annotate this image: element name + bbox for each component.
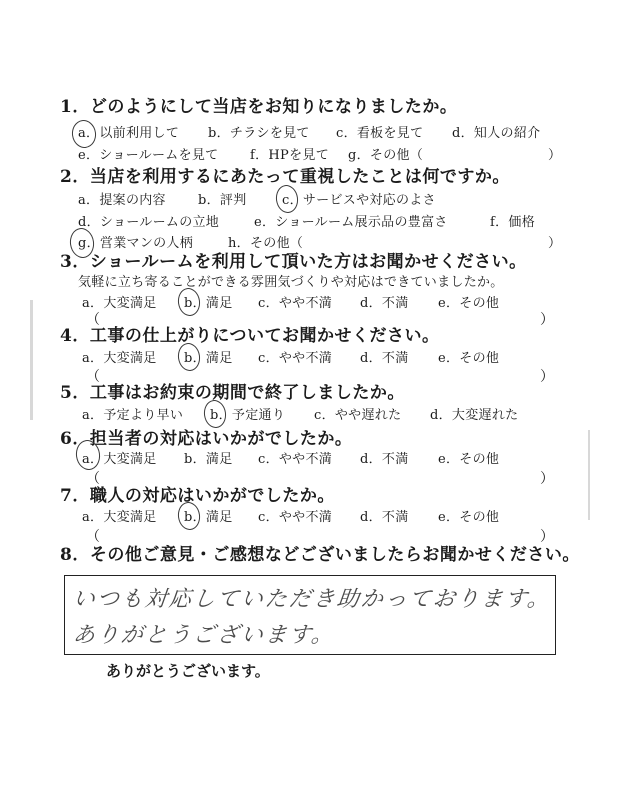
q6-option-e: e．その他 [438, 452, 500, 467]
q5-option-b: b．予定通り [210, 408, 286, 423]
q6-option-d: d．不満 [360, 452, 409, 467]
q3-option-d: d．不満 [360, 296, 409, 311]
q3-subtext: 気軽に立ち寄ることができる雰囲気づくりや対応はできていましたか。 [78, 275, 504, 290]
q2-option-h: h．その他（ [228, 236, 304, 251]
question-3: 3．ショールームを利用して頂いた方はお聞かせください。 [60, 252, 527, 272]
question-1: 1．どのようにして当店をお知りになりましたか。 [60, 97, 458, 117]
q1-option-c: c．看板を見て [336, 126, 424, 141]
q7-option-e: e．その他 [438, 510, 500, 525]
q6-option-a: a．大変満足 [82, 452, 157, 467]
q4-option-a: a．大変満足 [82, 351, 157, 366]
q2-option-e: e．ショールーム展示品の豊富さ [254, 215, 448, 230]
q6-option-b: b．満足 [184, 452, 233, 467]
q3-option-e: e．その他 [438, 296, 500, 311]
q6-paren-close: ） [540, 471, 554, 487]
q7-paren-open: （ [86, 529, 100, 545]
handwritten-comment-line-2: ありがとうございます。 [71, 623, 337, 648]
q4-option-c: c．やや不満 [258, 351, 333, 366]
question-4: 4．工事の仕上がりについてお聞かせください。 [60, 326, 440, 346]
q3-option-c: c．やや不満 [258, 296, 333, 311]
q2-options-row-3 [78, 235, 578, 253]
scan-speck [30, 300, 33, 420]
q2-option-c: c．サービスや対応のよさ [282, 193, 436, 208]
question-6: 6．担当者の対応はいかがでしたか。 [60, 429, 353, 449]
q2-option-g: g．営業マンの人柄 [78, 236, 194, 251]
q2-options-row-2 [78, 214, 578, 232]
question-7: 7．職人の対応はいかがでしたか。 [60, 486, 335, 506]
q3-paren-close: ） [540, 312, 554, 328]
handwritten-comment-line-1: いつも対応していただき助かっております。 [71, 587, 553, 612]
q2-option-f: f．価格 [490, 215, 536, 230]
q7-option-a: a．大変満足 [82, 510, 157, 525]
q4-option-d: d．不満 [360, 351, 409, 366]
q2-option-d: d．ショールームの立地 [78, 215, 220, 230]
q1-option-b: b．チラシを見て [208, 126, 310, 141]
q7-option-d: d．不満 [360, 510, 409, 525]
q1-option-f: f．HPを見て [250, 148, 329, 163]
q3-option-a: a．大変満足 [82, 296, 157, 311]
q1-option-e: e．ショールームを見て [78, 148, 219, 163]
q4-option-e: e．その他 [438, 351, 500, 366]
q4-options-row [82, 350, 582, 368]
comment-box [64, 575, 556, 655]
q5-option-d: d．大変遅れた [430, 408, 519, 423]
q4-paren-close: ） [540, 369, 554, 385]
question-2: 2．当店を利用するにあたって重視したことは何ですか。 [60, 167, 510, 187]
question-5: 5．工事はお約束の期間で終了しましたか。 [60, 383, 405, 403]
q6-options-row [82, 451, 582, 469]
q5-option-a: a．予定より早い [82, 408, 184, 423]
q3-option-b: b．満足 [184, 296, 233, 311]
selected-mark-q1-a [70, 118, 98, 149]
q1-options-row-2 [78, 147, 578, 165]
q6-paren-open: （ [86, 471, 100, 487]
q3-options-row [82, 295, 582, 313]
q4-paren-open: （ [86, 369, 100, 385]
q3-paren-open: （ [86, 312, 100, 328]
q2-options-row-1 [78, 192, 578, 210]
q2-option-b: b．評判 [198, 193, 247, 208]
q4-option-b: b．満足 [184, 351, 233, 366]
q5-options-row [82, 407, 582, 425]
q7-paren-close: ） [540, 529, 554, 545]
q6-option-c: c．やや不満 [258, 452, 333, 467]
q2-paren-close: ） [548, 236, 562, 251]
q5-option-c: c．やや遅れた [314, 408, 402, 423]
q1-option-a: a．以前利用して [78, 126, 180, 141]
question-8: 8．その他ご意見・ご感想などございましたらお聞かせください。 [60, 545, 580, 565]
q1-options-row-1 [78, 125, 578, 143]
q7-option-b: b．満足 [184, 510, 233, 525]
q2-option-a: a．提案の内容 [78, 193, 166, 208]
q7-option-c: c．やや不満 [258, 510, 333, 525]
q7-options-row [82, 509, 582, 527]
q1-option-g: g．その他（ [348, 148, 424, 163]
closing-thanks: ありがとうございます。 [106, 662, 270, 680]
q1-paren-close: ） [548, 148, 562, 163]
q1-option-d: d．知人の紹介 [452, 126, 541, 141]
scan-speck [588, 430, 590, 520]
